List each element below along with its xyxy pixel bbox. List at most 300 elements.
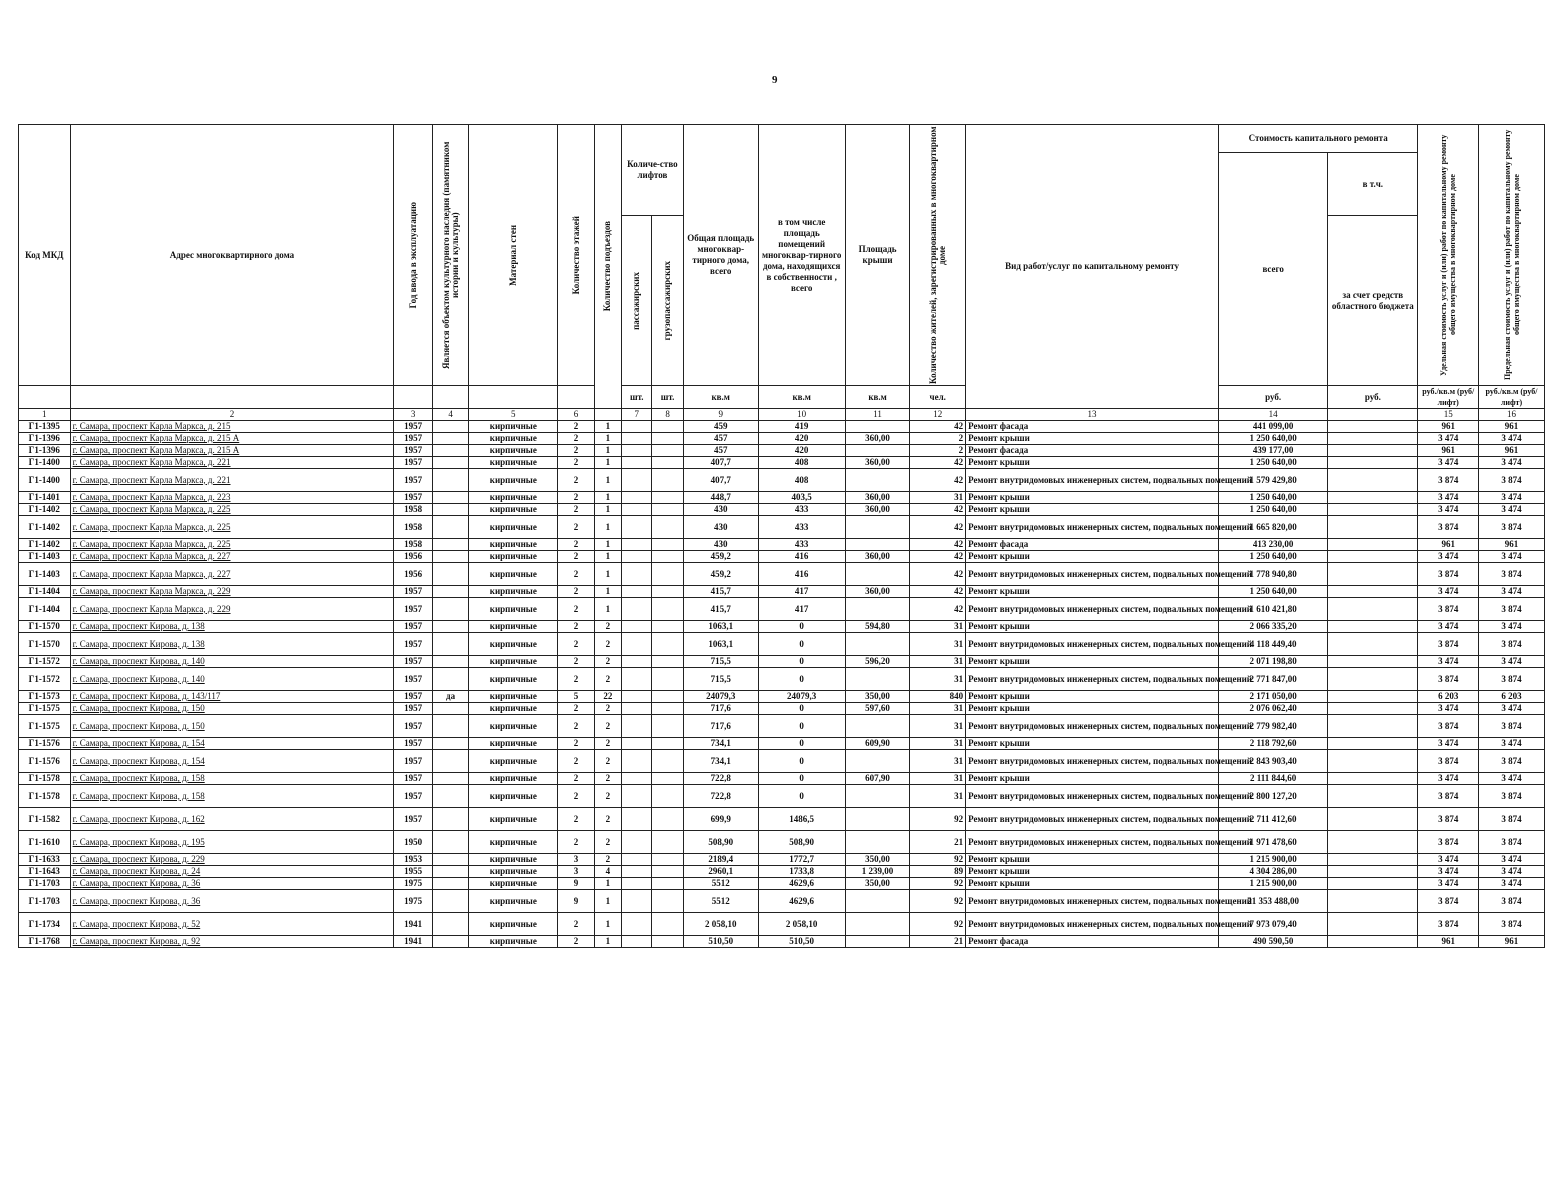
address-cell: г. Самара, проспект Кирова, д. 36 xyxy=(70,890,394,913)
work-type-cell: Ремонт крыши xyxy=(966,621,1219,633)
table-row xyxy=(19,598,1545,621)
residents-cell: 21 xyxy=(910,936,966,948)
floors-cell: 2 xyxy=(558,457,594,469)
table-row xyxy=(19,492,1545,504)
heritage-cell xyxy=(432,808,468,831)
area-total-cell: 407,7 xyxy=(683,457,758,469)
work-type-cell: Ремонт внутридомовых инженерных систем, подвальных помещений xyxy=(966,715,1219,738)
area-total-cell: 734,1 xyxy=(683,750,758,773)
cost-regional-cell xyxy=(1328,586,1418,598)
address-cell: г. Самара, проспект Карла Маркса, д. 229 xyxy=(70,586,394,598)
heritage-cell: да xyxy=(432,691,468,703)
year-cell: 1956 xyxy=(394,551,432,563)
area-owned-cell: 508,90 xyxy=(758,831,845,854)
entrances-cell: 2 xyxy=(594,773,621,785)
wall-material-cell: кирпичные xyxy=(469,773,558,785)
entrances-cell: 1 xyxy=(594,445,621,457)
header-unit-cost: Удельная стоимость услуг и (или) работ по капитальному ремонту общего имущества в многоквартирном доме xyxy=(1418,125,1479,386)
wall-material-cell: кирпичные xyxy=(469,586,558,598)
year-cell: 1957 xyxy=(394,586,432,598)
area-owned-cell: 0 xyxy=(758,738,845,750)
table-row xyxy=(19,750,1545,773)
address-cell: г. Самара, проспект Кирова, д. 162 xyxy=(70,808,394,831)
wall-material-cell: кирпичные xyxy=(469,421,558,433)
work-type-cell: Ремонт крыши xyxy=(966,492,1219,504)
address-cell: г. Самара, проспект Кирова, д. 138 xyxy=(70,621,394,633)
area-owned-cell: 0 xyxy=(758,785,845,808)
lifts-cargo-cell xyxy=(652,703,683,715)
mkd-code-cell: Г1-1404 xyxy=(19,598,71,621)
units-cell-2 xyxy=(70,386,394,409)
unit-cost-cell: 3 874 xyxy=(1418,715,1479,738)
entrances-cell: 2 xyxy=(594,831,621,854)
roof-area-cell: 360,00 xyxy=(845,433,910,445)
lifts-passenger-cell xyxy=(622,750,652,773)
max-cost-cell: 961 xyxy=(1479,421,1545,433)
year-cell: 1957 xyxy=(394,785,432,808)
heritage-cell xyxy=(432,703,468,715)
year-cell: 1957 xyxy=(394,773,432,785)
residents-cell: 42 xyxy=(910,421,966,433)
cost-total-cell: 4 304 286,00 xyxy=(1219,866,1328,878)
table-row xyxy=(19,633,1545,656)
lifts-cargo-cell xyxy=(652,504,683,516)
entrances-cell: 1 xyxy=(594,539,621,551)
cost-total-cell: 2 171 050,00 xyxy=(1219,691,1328,703)
address-cell: г. Самара, проспект Кирова, д. 154 xyxy=(70,738,394,750)
cost-regional-cell xyxy=(1328,516,1418,539)
roof-area-cell xyxy=(845,469,910,492)
lifts-passenger-cell xyxy=(622,539,652,551)
area-owned-cell: 0 xyxy=(758,750,845,773)
lifts-passenger-cell xyxy=(622,516,652,539)
work-type-cell: Ремонт крыши xyxy=(966,457,1219,469)
wall-material-cell: кирпичные xyxy=(469,936,558,948)
floors-cell: 2 xyxy=(558,936,594,948)
table-row xyxy=(19,586,1545,598)
max-cost-cell: 3 474 xyxy=(1479,551,1545,563)
column-number: 9 xyxy=(683,409,758,421)
header-lifts-cargo: грузопассажирских xyxy=(652,216,683,386)
max-cost-cell: 3 874 xyxy=(1479,750,1545,773)
area-total-cell: 459,2 xyxy=(683,551,758,563)
cost-total-cell: 1 250 640,00 xyxy=(1219,551,1328,563)
lifts-cargo-cell xyxy=(652,551,683,563)
cost-regional-cell xyxy=(1328,492,1418,504)
heritage-cell xyxy=(432,469,468,492)
cost-total-cell: 1 665 820,00 xyxy=(1219,516,1328,539)
unit-per-unit-cost: руб./кв.м (руб/лифт) xyxy=(1418,386,1479,409)
heritage-cell xyxy=(432,433,468,445)
header-cost-total: всего xyxy=(1219,153,1328,386)
mkd-code-cell: Г1-1396 xyxy=(19,433,71,445)
heritage-cell xyxy=(432,621,468,633)
lifts-passenger-cell xyxy=(622,773,652,785)
cost-regional-cell xyxy=(1328,866,1418,878)
unit-cost-cell: 3 474 xyxy=(1418,854,1479,866)
entrances-cell: 1 xyxy=(594,457,621,469)
unit-cost-cell: 3 474 xyxy=(1418,656,1479,668)
unit-cost-cell: 3 474 xyxy=(1418,621,1479,633)
area-total-cell: 2960,1 xyxy=(683,866,758,878)
column-number: 12 xyxy=(910,409,966,421)
year-cell: 1957 xyxy=(394,668,432,691)
header-entrances: Количество подъездов xyxy=(594,125,621,409)
entrances-cell: 1 xyxy=(594,563,621,586)
table-row xyxy=(19,563,1545,586)
area-owned-cell: 0 xyxy=(758,773,845,785)
table-row xyxy=(19,621,1545,633)
max-cost-cell: 3 474 xyxy=(1479,703,1545,715)
lifts-cargo-cell xyxy=(652,773,683,785)
entrances-cell: 2 xyxy=(594,738,621,750)
wall-material-cell: кирпичные xyxy=(469,457,558,469)
max-cost-cell: 3 474 xyxy=(1479,854,1545,866)
work-type-cell: Ремонт крыши xyxy=(966,551,1219,563)
entrances-cell: 1 xyxy=(594,936,621,948)
cost-total-cell: 21 353 488,00 xyxy=(1219,890,1328,913)
mkd-code-cell: Г1-1404 xyxy=(19,586,71,598)
entrances-cell: 2 xyxy=(594,633,621,656)
max-cost-cell: 3 874 xyxy=(1479,715,1545,738)
lifts-passenger-cell xyxy=(622,738,652,750)
year-cell: 1975 xyxy=(394,878,432,890)
heritage-cell xyxy=(432,656,468,668)
lifts-cargo-cell xyxy=(652,878,683,890)
entrances-cell: 2 xyxy=(594,656,621,668)
roof-area-cell: 596,20 xyxy=(845,656,910,668)
heritage-cell xyxy=(432,715,468,738)
residents-cell: 31 xyxy=(910,621,966,633)
entrances-cell: 1 xyxy=(594,913,621,936)
column-number xyxy=(594,409,621,421)
wall-material-cell: кирпичные xyxy=(469,621,558,633)
lifts-passenger-cell xyxy=(622,586,652,598)
heritage-cell xyxy=(432,890,468,913)
heritage-cell xyxy=(432,750,468,773)
units-cell-5 xyxy=(469,386,558,409)
heritage-cell xyxy=(432,866,468,878)
area-owned-cell: 408 xyxy=(758,469,845,492)
area-total-cell: 734,1 xyxy=(683,738,758,750)
table-row xyxy=(19,504,1545,516)
cost-total-cell: 1 250 640,00 xyxy=(1219,586,1328,598)
year-cell: 1975 xyxy=(394,890,432,913)
year-cell: 1958 xyxy=(394,504,432,516)
column-number: 11 xyxy=(845,409,910,421)
roof-area-cell xyxy=(845,598,910,621)
entrances-cell: 4 xyxy=(594,866,621,878)
cost-regional-cell xyxy=(1328,433,1418,445)
lifts-passenger-cell xyxy=(622,551,652,563)
year-cell: 1957 xyxy=(394,598,432,621)
mkd-code-cell: Г1-1703 xyxy=(19,890,71,913)
header-incl: в т.ч. xyxy=(1328,153,1418,216)
cost-total-cell: 490 590,50 xyxy=(1219,936,1328,948)
max-cost-cell: 3 874 xyxy=(1479,598,1545,621)
table-row xyxy=(19,445,1545,457)
mkd-code-cell: Г1-1401 xyxy=(19,492,71,504)
area-total-cell: 717,6 xyxy=(683,715,758,738)
mkd-code-cell: Г1-1402 xyxy=(19,516,71,539)
floors-cell: 2 xyxy=(558,785,594,808)
heritage-cell xyxy=(432,913,468,936)
wall-material-cell: кирпичные xyxy=(469,492,558,504)
lifts-cargo-cell xyxy=(652,586,683,598)
unit-cost-cell: 3 874 xyxy=(1418,808,1479,831)
cost-regional-cell xyxy=(1328,808,1418,831)
max-cost-cell: 3 474 xyxy=(1479,656,1545,668)
mkd-code-cell: Г1-1576 xyxy=(19,750,71,773)
header-floors: Количество этажей xyxy=(558,125,594,386)
roof-area-cell: 1 239,00 xyxy=(845,866,910,878)
residents-cell: 92 xyxy=(910,808,966,831)
header-area-total: Общая площадь многоквар-тирного дома, всего xyxy=(683,125,758,386)
heritage-cell xyxy=(432,936,468,948)
cost-total-cell: 1 250 640,00 xyxy=(1219,504,1328,516)
column-number: 2 xyxy=(70,409,394,421)
year-cell: 1957 xyxy=(394,421,432,433)
residents-cell: 31 xyxy=(910,773,966,785)
cost-total-cell: 441 099,00 xyxy=(1219,421,1328,433)
floors-cell: 2 xyxy=(558,773,594,785)
lifts-passenger-cell xyxy=(622,703,652,715)
entrances-cell: 2 xyxy=(594,785,621,808)
unit-cost-cell: 3 474 xyxy=(1418,433,1479,445)
lifts-cargo-cell xyxy=(652,866,683,878)
unit-per-max-cost: руб./кв.м (руб/лифт) xyxy=(1479,386,1545,409)
heritage-cell xyxy=(432,586,468,598)
mkd-code-cell: Г1-1572 xyxy=(19,668,71,691)
lifts-passenger-cell xyxy=(622,913,652,936)
year-cell: 1956 xyxy=(394,563,432,586)
cost-regional-cell xyxy=(1328,750,1418,773)
lifts-cargo-cell xyxy=(652,421,683,433)
area-owned-cell: 408 xyxy=(758,457,845,469)
area-total-cell: 722,8 xyxy=(683,773,758,785)
mkd-code-cell: Г1-1643 xyxy=(19,866,71,878)
residents-cell: 92 xyxy=(910,890,966,913)
floors-cell: 2 xyxy=(558,469,594,492)
entrances-cell: 2 xyxy=(594,854,621,866)
area-owned-cell: 0 xyxy=(758,703,845,715)
entrances-cell: 1 xyxy=(594,504,621,516)
lifts-cargo-cell xyxy=(652,890,683,913)
mkd-code-cell: Г1-1575 xyxy=(19,715,71,738)
floors-cell: 2 xyxy=(558,539,594,551)
table-row xyxy=(19,551,1545,563)
cost-total-cell: 1 579 429,80 xyxy=(1219,469,1328,492)
entrances-cell: 2 xyxy=(594,808,621,831)
work-type-cell: Ремонт крыши xyxy=(966,586,1219,598)
roof-area-cell: 360,00 xyxy=(845,551,910,563)
address-cell: г. Самара, проспект Кирова, д. 150 xyxy=(70,715,394,738)
unit-cost-cell: 3 874 xyxy=(1418,913,1479,936)
header-year: Год ввода в эксплуатацию xyxy=(394,125,432,386)
area-total-cell: 457 xyxy=(683,445,758,457)
entrances-cell: 1 xyxy=(594,433,621,445)
unit-cost-cell: 3 474 xyxy=(1418,773,1479,785)
cost-total-cell: 1 250 640,00 xyxy=(1219,457,1328,469)
floors-cell: 3 xyxy=(558,866,594,878)
cost-total-cell: 1 250 640,00 xyxy=(1219,492,1328,504)
table-row xyxy=(19,785,1545,808)
cost-total-cell: 1 610 421,80 xyxy=(1219,598,1328,621)
residents-cell: 31 xyxy=(910,668,966,691)
floors-cell: 2 xyxy=(558,750,594,773)
roof-area-cell: 350,00 xyxy=(845,878,910,890)
area-owned-cell: 4629,6 xyxy=(758,890,845,913)
wall-material-cell: кирпичные xyxy=(469,738,558,750)
lifts-cargo-cell xyxy=(652,691,683,703)
area-total-cell: 24079,3 xyxy=(683,691,758,703)
cost-total-cell: 1 250 640,00 xyxy=(1219,433,1328,445)
residents-cell: 31 xyxy=(910,703,966,715)
roof-area-cell xyxy=(845,890,910,913)
column-number: 4 xyxy=(432,409,468,421)
lifts-passenger-cell xyxy=(622,854,652,866)
entrances-cell: 1 xyxy=(594,586,621,598)
column-number-row xyxy=(19,409,1545,421)
capital-repair-table xyxy=(18,124,1545,948)
area-owned-cell: 0 xyxy=(758,715,845,738)
table-row xyxy=(19,433,1545,445)
year-cell: 1957 xyxy=(394,457,432,469)
column-number: 7 xyxy=(622,409,652,421)
lifts-passenger-cell xyxy=(622,445,652,457)
residents-cell: 92 xyxy=(910,878,966,890)
mkd-code-cell: Г1-1633 xyxy=(19,854,71,866)
work-type-cell: Ремонт внутридомовых инженерных систем, подвальных помещений xyxy=(966,750,1219,773)
max-cost-cell: 6 203 xyxy=(1479,691,1545,703)
table-row xyxy=(19,866,1545,878)
work-type-cell: Ремонт крыши xyxy=(966,878,1219,890)
roof-area-cell xyxy=(845,831,910,854)
residents-cell: 31 xyxy=(910,738,966,750)
table-row xyxy=(19,890,1545,913)
floors-cell: 2 xyxy=(558,504,594,516)
wall-material-cell: кирпичные xyxy=(469,890,558,913)
roof-area-cell xyxy=(845,913,910,936)
cost-regional-cell xyxy=(1328,421,1418,433)
header-lifts: Количе-ство лифтов xyxy=(622,125,684,216)
wall-material-cell: кирпичные xyxy=(469,551,558,563)
unit-cost-cell: 3 474 xyxy=(1418,866,1479,878)
area-total-cell: 457 xyxy=(683,433,758,445)
work-type-cell: Ремонт внутридомовых инженерных систем, подвальных помещений xyxy=(966,668,1219,691)
area-owned-cell: 0 xyxy=(758,668,845,691)
year-cell: 1957 xyxy=(394,703,432,715)
cost-regional-cell xyxy=(1328,854,1418,866)
residents-cell: 42 xyxy=(910,563,966,586)
lifts-cargo-cell xyxy=(652,750,683,773)
cost-regional-cell xyxy=(1328,691,1418,703)
heritage-cell xyxy=(432,504,468,516)
address-cell: г. Самара, проспект Карла Маркса, д. 225 xyxy=(70,516,394,539)
unit-cost-cell: 3 474 xyxy=(1418,492,1479,504)
cost-total-cell: 2 066 335,20 xyxy=(1219,621,1328,633)
unit-cost-cell: 3 474 xyxy=(1418,551,1479,563)
residents-cell: 42 xyxy=(910,457,966,469)
residents-cell: 2 xyxy=(910,433,966,445)
column-number: 3 xyxy=(394,409,432,421)
table-row xyxy=(19,516,1545,539)
year-cell: 1958 xyxy=(394,516,432,539)
table-row xyxy=(19,913,1545,936)
table-row xyxy=(19,738,1545,750)
unit-people: чел. xyxy=(910,386,966,409)
cost-regional-cell xyxy=(1328,831,1418,854)
lifts-passenger-cell xyxy=(622,598,652,621)
max-cost-cell: 961 xyxy=(1479,539,1545,551)
residents-cell: 42 xyxy=(910,469,966,492)
cost-total-cell: 2 800 127,20 xyxy=(1219,785,1328,808)
address-cell: г. Самара, проспект Кирова, д. 140 xyxy=(70,668,394,691)
work-type-cell: Ремонт крыши xyxy=(966,504,1219,516)
cost-total-cell: 4 118 449,40 xyxy=(1219,633,1328,656)
unit-cost-cell: 961 xyxy=(1418,936,1479,948)
floors-cell: 2 xyxy=(558,492,594,504)
lifts-cargo-cell xyxy=(652,668,683,691)
work-type-cell: Ремонт внутридомовых инженерных систем, подвальных помещений xyxy=(966,808,1219,831)
area-total-cell: 508,90 xyxy=(683,831,758,854)
lifts-passenger-cell xyxy=(622,457,652,469)
area-owned-cell: 0 xyxy=(758,656,845,668)
address-cell: г. Самара, проспект Кирова, д. 140 xyxy=(70,656,394,668)
heritage-cell xyxy=(432,878,468,890)
mkd-code-cell: Г1-1402 xyxy=(19,504,71,516)
roof-area-cell: 350,00 xyxy=(845,854,910,866)
unit-pcs-cargo: шт. xyxy=(652,386,683,409)
lifts-passenger-cell xyxy=(622,633,652,656)
work-type-cell: Ремонт крыши xyxy=(966,738,1219,750)
area-total-cell: 715,5 xyxy=(683,668,758,691)
entrances-cell: 1 xyxy=(594,551,621,563)
entrances-cell: 1 xyxy=(594,492,621,504)
max-cost-cell: 3 474 xyxy=(1479,492,1545,504)
residents-cell: 42 xyxy=(910,539,966,551)
unit-cost-cell: 6 203 xyxy=(1418,691,1479,703)
address-cell: г. Самара, проспект Кирова, д. 158 xyxy=(70,773,394,785)
mkd-code-cell: Г1-1578 xyxy=(19,785,71,808)
address-cell: г. Самара, проспект Карла Маркса, д. 225 xyxy=(70,504,394,516)
area-owned-cell: 433 xyxy=(758,516,845,539)
residents-cell: 42 xyxy=(910,504,966,516)
max-cost-cell: 3 474 xyxy=(1479,504,1545,516)
area-owned-cell: 433 xyxy=(758,504,845,516)
area-total-cell: 459 xyxy=(683,421,758,433)
address-cell: г. Самара, проспект Карла Маркса, д. 225 xyxy=(70,539,394,551)
max-cost-cell: 3 874 xyxy=(1479,913,1545,936)
table-row xyxy=(19,715,1545,738)
unit-area-total: кв.м xyxy=(683,386,758,409)
area-owned-cell: 0 xyxy=(758,621,845,633)
max-cost-cell: 3 474 xyxy=(1479,773,1545,785)
lifts-cargo-cell xyxy=(652,715,683,738)
header-heritage: Является объектом культурного наследия (памятником истории и культуры) xyxy=(432,125,468,386)
cost-regional-cell xyxy=(1328,445,1418,457)
lifts-cargo-cell xyxy=(652,738,683,750)
header-roof-area: Площадь крыши xyxy=(845,125,910,386)
lifts-passenger-cell xyxy=(622,656,652,668)
cost-total-cell: 439 177,00 xyxy=(1219,445,1328,457)
year-cell: 1957 xyxy=(394,656,432,668)
header-address: Адрес многоквартирного дома xyxy=(70,125,394,386)
roof-area-cell xyxy=(845,936,910,948)
year-cell: 1941 xyxy=(394,936,432,948)
heritage-cell xyxy=(432,421,468,433)
roof-area-cell xyxy=(845,563,910,586)
